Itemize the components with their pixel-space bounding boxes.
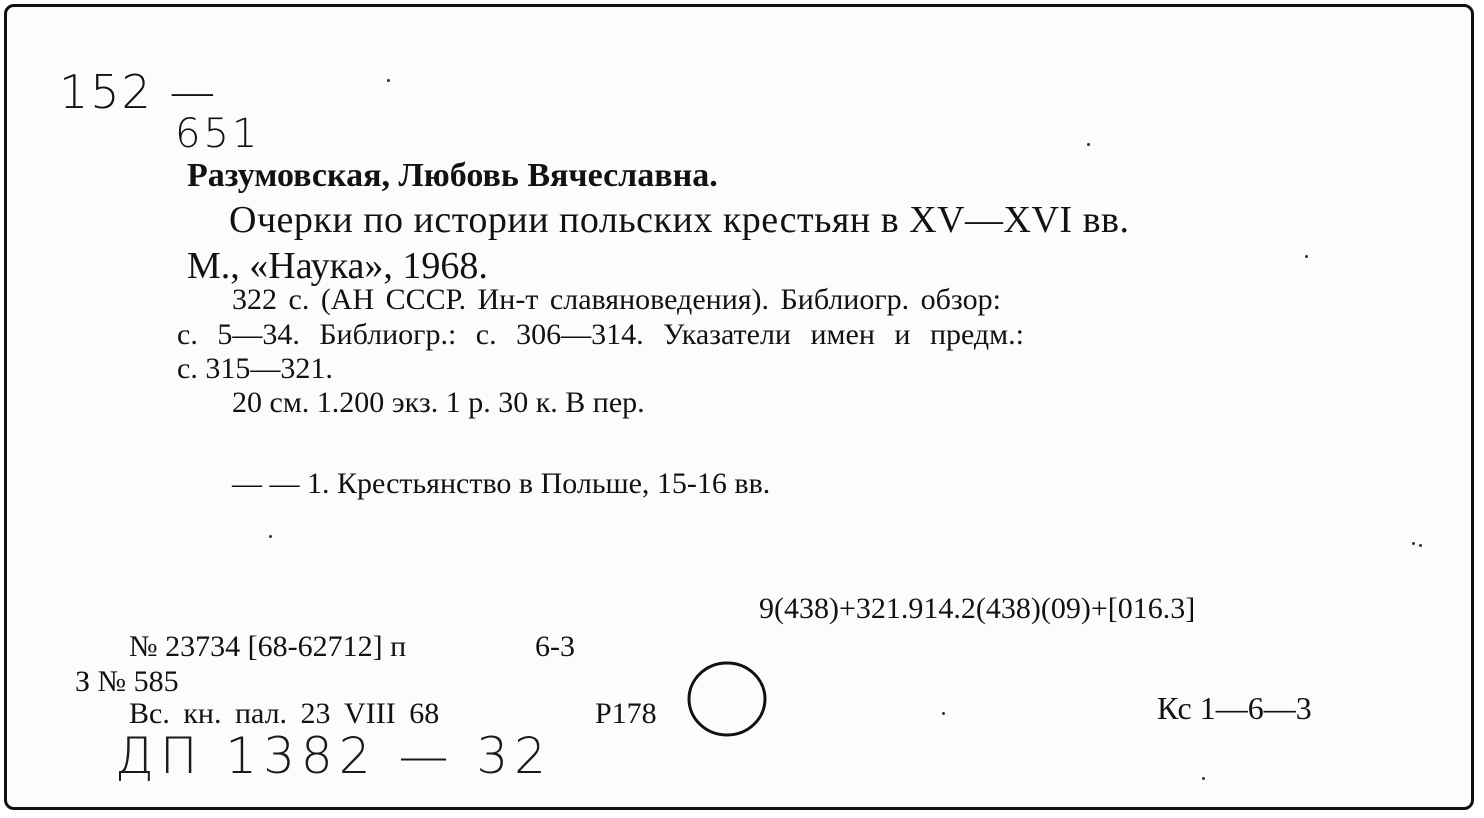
speck	[387, 79, 390, 82]
record-code: 6-3	[535, 630, 575, 663]
speck	[1419, 544, 1422, 547]
kc-code: Кс 1—6—3	[1157, 690, 1312, 726]
description-line-3: с. 315—321.	[177, 352, 333, 385]
speck	[1305, 255, 1308, 258]
inventory-number-handwritten: ДП 1382 — 32	[115, 727, 552, 785]
subject-heading: — — 1. Крестьянство в Польше, 15-16 вв.	[232, 467, 771, 500]
registry-line: Вс. кн. пал. 23 VIII 68	[129, 697, 440, 730]
shelf-mark-top: 152 —	[59, 65, 218, 119]
shelf-mark-bottom: 651	[175, 111, 261, 157]
classification-index: 9(438)+321.914.2(438)(09)+[016.3]	[759, 592, 1196, 625]
z-number: З № 585	[75, 665, 179, 698]
price-code: Р178	[595, 697, 657, 730]
circle-stamp-icon	[685, 657, 769, 741]
author-heading: Разумовская, Любовь Вячеславна.	[187, 157, 718, 194]
physical-description: 20 см. 1.200 экз. 1 р. 30 к. В пер.	[232, 386, 645, 419]
speck	[942, 712, 945, 715]
imprint: М., «Наука», 1968.	[187, 245, 488, 287]
record-number: № 23734 [68-62712] п	[129, 630, 407, 663]
book-title: Очерки по истории польских крестьян в XV—XVI вв.	[229, 199, 1130, 241]
description-line-1: 322 с. (АН СССР. Ин-т славяноведения). Библиогр. обзор:	[232, 283, 1001, 316]
description-line-2: с. 5—34. Библиогр.: с. 306—314. Указатели имен и предм.:	[177, 318, 1024, 351]
speck	[1202, 777, 1205, 780]
speck	[269, 535, 272, 538]
speck	[1087, 143, 1090, 146]
speck	[1412, 542, 1415, 545]
catalog-card	[4, 4, 1474, 810]
